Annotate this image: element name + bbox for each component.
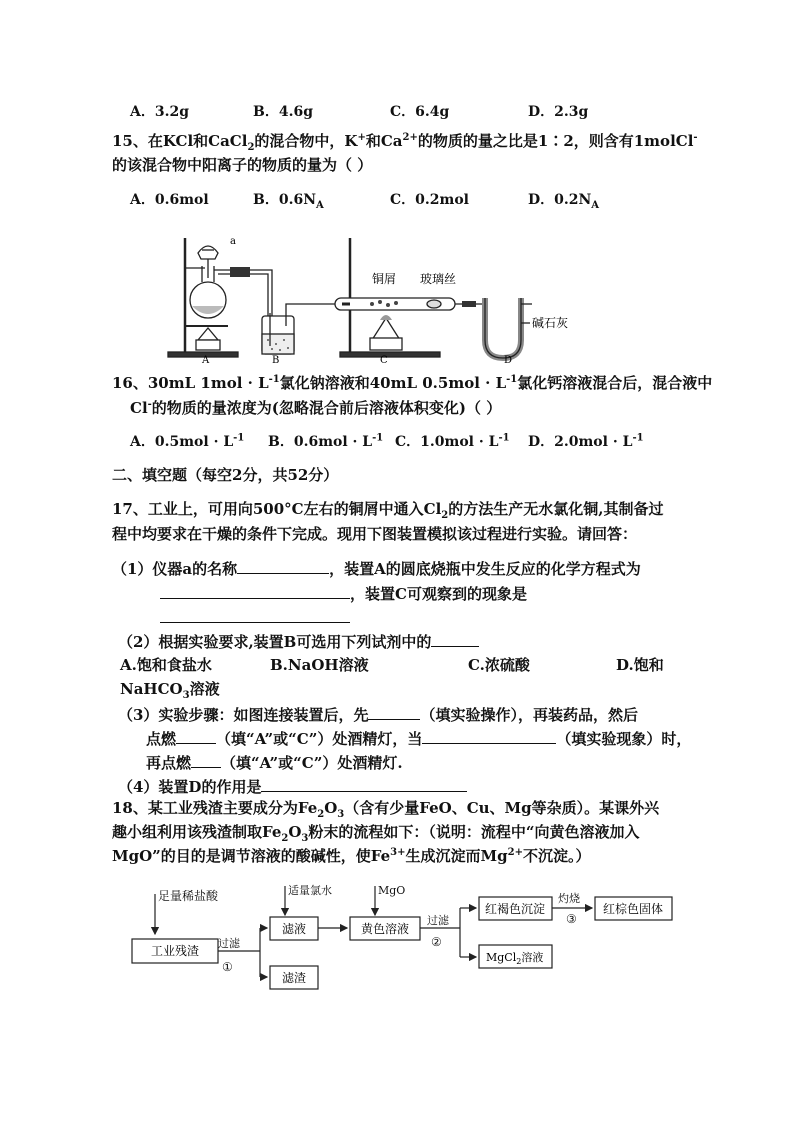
q17-part2: （2）根据实验要求,装置B可选用下列试剂中的: [118, 630, 479, 652]
label-a: a: [230, 236, 236, 247]
label-letter-b: B: [272, 355, 280, 366]
q15-option-c[interactable]: C．0.2mol: [390, 192, 469, 208]
box-filter-residue: [270, 966, 318, 989]
process-flowchart: [120, 880, 700, 1000]
q15-stem-line1: 15、在KCl和CaCl$_2$的混合物中，K+和$Ca^{2+}$的物质的量之比是1∶2，则含有1molCl-: [112, 132, 698, 153]
q17-part3-line3: 再点燃 （填“A”或“C”）处酒精灯.: [146, 751, 403, 773]
label-copper: 铜屑: [372, 272, 397, 286]
label-soda-lime: 碱石灰: [532, 316, 569, 330]
label-reagent-mgo: MgO: [378, 884, 406, 897]
q16-option-c[interactable]: C．$1.0mol \cdot L^{-1}$: [395, 432, 510, 450]
label-step-3: ③: [566, 912, 577, 926]
svg-text:工业残渣: 工业残渣: [150, 944, 200, 958]
q17-part1-line3: [160, 606, 350, 627]
q14-option-b[interactable]: B．4.6g: [253, 104, 313, 120]
q16-stem-line2: Cl-的物质的量浓度为(忽略混合前后溶液体积变化)（ ）: [130, 399, 502, 417]
label-burn: 灼烧: [558, 892, 580, 905]
q16-option-b[interactable]: B．$0.6mol \cdot L^{-1}$: [268, 432, 384, 450]
q18-stem-line3: MgO”的目的是调节溶液的酸碱性，使$Fe^{3+}$生成沉淀而$Mg^{2+}$不沉淀。）: [112, 847, 591, 865]
q17-stem-line2: 程中均要求在干燥的条件下完成。现用下图装置模拟该过程进行实验。请回答：: [112, 525, 638, 543]
q14-option-c[interactable]: C．6.4g: [390, 104, 450, 120]
svg-text:黄色溶液: 黄色溶液: [360, 922, 410, 936]
section-heading: 二、填空题（每空2分，共52分）: [112, 466, 339, 484]
box-red-brown-precipitate: [479, 897, 552, 920]
q17-part3-line1: （3）实验步骤：如图连接装置后，先 （填实验操作），再装药品，然后: [118, 703, 638, 725]
label-step-1: ①: [222, 960, 233, 974]
q15-option-b[interactable]: B．$0.6N_A$: [253, 192, 324, 211]
q17-part2-option-c[interactable]: C.浓硫酸: [468, 656, 530, 674]
answer-blank[interactable]: [160, 606, 350, 623]
answer-blank[interactable]: [368, 703, 420, 720]
box-red-brown-solid: [595, 897, 672, 920]
answer-blank[interactable]: [160, 582, 350, 599]
label-filter-1: 过滤: [218, 937, 240, 950]
answer-blank[interactable]: [431, 630, 479, 647]
q17-part1-line1: （1）仪器a的名称 ，装置A的圆底烧瓶中发生反应的化学方程式为: [112, 557, 641, 579]
q15-stem-line2: 的该混合物中阳离子的物质的量为（ ）: [112, 156, 373, 174]
q14-option-d[interactable]: D．2.3g: [528, 104, 589, 120]
q17-part2-option-d-cont: NaHCO$_3$溶液: [120, 680, 220, 701]
box-mgcl2-solution: [479, 945, 552, 968]
label-reagent-hcl: 足量稀盐酸: [158, 889, 219, 903]
u-tube-d: [485, 298, 521, 358]
q17-part2-option-b[interactable]: B.NaOH溶液: [270, 656, 369, 674]
label-step-2: ②: [431, 935, 442, 949]
apparatus-diagram: [150, 228, 569, 366]
label-letter-d: D: [504, 355, 513, 366]
box-yellow-solution: [350, 917, 420, 940]
q14-option-a[interactable]: A．3.2g: [130, 104, 190, 120]
svg-text:滤渣: 滤渣: [281, 971, 307, 985]
svg-text:滤液: 滤液: [281, 922, 307, 936]
separatory-funnel: [198, 246, 218, 259]
q15-option-a[interactable]: A．0.6mol: [130, 192, 209, 208]
label-glass-wool: 玻璃丝: [420, 272, 457, 286]
label-filter-2: 过滤: [427, 914, 449, 927]
box-filtrate: [270, 917, 318, 940]
q15-option-d[interactable]: D．$0.2N_A$: [528, 192, 600, 211]
q17-part2-option-d[interactable]: D.饱和: [616, 656, 664, 674]
answer-blank[interactable]: [261, 775, 467, 792]
answer-blank[interactable]: [237, 557, 329, 574]
label-reagent-chlorine-water: 适量氯水: [288, 884, 332, 897]
q16-stem-line1: 16、30mL $1mol \cdot L^{-1}$氯化钠溶液和40mL $0.5mol \cdot L^{-1}$氯化钙溶液混合后，混合液中: [112, 374, 713, 392]
label-letter-c: C: [380, 355, 388, 366]
answer-blank[interactable]: [191, 751, 221, 768]
q17-part3-line2: 点燃 （填“A”或“C”）处酒精灯，当 （填实验现象）时，: [146, 727, 691, 749]
svg-text:红棕色固体: 红棕色固体: [602, 902, 664, 916]
q16-option-a[interactable]: A．$0.5mol \cdot L^{-1}$: [130, 432, 245, 450]
q17-part2-option-a[interactable]: A.饱和食盐水: [120, 656, 212, 674]
label-letter-a: A: [202, 355, 210, 366]
q17-part1-line2: ，装置C可观察到的现象是: [160, 582, 527, 604]
answer-blank[interactable]: [422, 727, 556, 744]
q16-option-d[interactable]: D．$2.0mol \cdot L^{-1}$: [528, 432, 644, 450]
svg-text:红褐色沉淀: 红褐色沉淀: [484, 902, 546, 916]
box-industrial-residue: [132, 939, 218, 963]
q17-part4: （4）装置D的作用是: [118, 775, 467, 797]
q17-stem-line1: 17、工业上，可用向500°C左右的铜屑中通入$Cl_2$的方法生产无水氯化铜,其制备过: [112, 500, 664, 521]
answer-blank[interactable]: [176, 727, 216, 744]
q18-stem-line1: 18、某工业残渣主要成分为$Fe_2O_3$（含有少量FeO、Cu、Mg等杂质）。某课外兴: [112, 799, 660, 820]
svg-text:MgCl2溶液: MgCl$_2$溶液: [486, 951, 544, 966]
q18-stem-line2: 趣小组利用该残渣制取$Fe_2O_3$粉末的流程如下：（说明：流程中“向黄色溶液加入: [112, 823, 640, 844]
